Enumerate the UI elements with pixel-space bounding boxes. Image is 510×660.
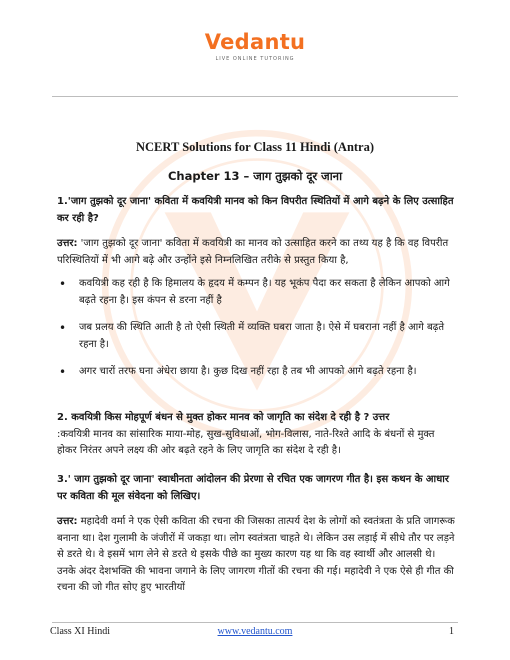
- answer-label: उत्तर:: [57, 516, 78, 527]
- chapter-title: Chapter 13 – जाग तुझको दूर जाना: [167, 169, 343, 183]
- answer-3-block: [57, 514, 457, 597]
- page-title: NCERT Solutions for Class 11 Hindi (Antra): [135, 140, 375, 154]
- logo-tagline: LIVE ONLINE TUTORING: [215, 56, 295, 62]
- footer-divider: [52, 622, 458, 623]
- answer-1-points: [57, 320, 457, 353]
- answer-1-text: 'जाग तुझको दूर जाना' कविता में कवयित्री का मानव को उत्साहित करने का तथ्य यह है कि वह विपरीत परिस्थितियों में भी आगे बढ़े और उन्होंने इसे निम्नलिखित तरीके से प्रस्तुत किया है,: [57, 238, 449, 266]
- page-number: 1: [449, 626, 454, 637]
- answer-1-block: [57, 236, 457, 269]
- logo-wordmark: Vedantu: [204, 30, 306, 54]
- question-1: 1.'जाग तुझको दूर जाना' कविता में कवयित्री मानव को किन विपरीत स्थितियों में आगे बढ़ने के लिए उत्साहित कर रही है?: [57, 196, 454, 224]
- vedantu-logo[interactable]: [0, 30, 510, 62]
- answer-3: [57, 514, 457, 597]
- list-item: • कवयित्री कह रही है कि हिमालय के हृदय में कम्पन है। यह भूकंप पैदा कर सकता है लेकिन आपको आगे बढ़ते रहना है। इस कंपन से डरना नहीं है: [57, 276, 457, 309]
- answer-label: उत्तर:: [57, 238, 78, 249]
- question-2: 2. कवयित्री किस मोहपूर्ण बंधन से मुक्त होकर मानव को जागृति का संदेश दे रही है ? उत्तर: [57, 412, 390, 423]
- question-2-block: [57, 410, 457, 460]
- footer-website-link[interactable]: www.vedantu.com: [217, 626, 293, 637]
- answer-2: :कवयित्री मानव का सांसारिक माया-मोह, सुख-सुविधाओं, भोग-विलास, नाते-रिश्ते आदि के बंधनों से मुक्त होकर निरंतर अपने लक्ष्य की ओर बढ़ते रहने के लिए जागृति का संदेश दे रही है।: [57, 428, 435, 456]
- answer-3-text: महादेवी वर्मा ने एक ऐसी कविता की रचना की जिसका तात्पर्य देश के लोगों को स्वतंत्रता के प्रति जागरूक बनाना था। देश गुलामी के जंजीरों में जकड़ा था। लोग स्वतंत्रता चाहते थे। लेकिन उस लड़ाई में सीधे तौर पर लड़ने से डरते थे। वे इसमें भाग लेने से डरते थे इसके पीछे का मुख्य कारण यह था कि वह स्वार्थी और आलसी थे। उनके अंदर देशभक्ति की भावना जगाने के लिए जागरण गीतों की रचना की गई। महादेवी ने एक ऐसे ही गीत की रचना की जो गीत सोए हुए भारतीयों: [57, 516, 455, 593]
- answer-1: [57, 236, 457, 269]
- answer-1-points: [57, 276, 457, 309]
- answer-1-points: [57, 364, 457, 381]
- question-1-block: [57, 194, 457, 227]
- list-item: • अगर चारों तरफ घना अंधेरा छाया है। कुछ दिख नहीं रहा है तब भी आपको आगे बढ़ते रहना है।: [57, 364, 457, 381]
- question-3-block: [57, 472, 457, 505]
- header-divider: [52, 96, 458, 97]
- list-item: • जब प्रलय की स्थिति आती है तो ऐसी स्थिती में व्यक्ति घबरा जाता है। ऐसे में घबराना नहीं है आगे बढ़ते रहना है।: [57, 320, 457, 353]
- question-3: 3.' जाग तुझको दूर जाना' स्वाधीनता आंदोलन की प्रेरणा से रचित एक जागरण गीत है। इस कथन के आधार पर कविता की मूल संवेदना को लिखिए।: [57, 474, 449, 502]
- footer-class-label: Class XI Hindi: [50, 626, 110, 637]
